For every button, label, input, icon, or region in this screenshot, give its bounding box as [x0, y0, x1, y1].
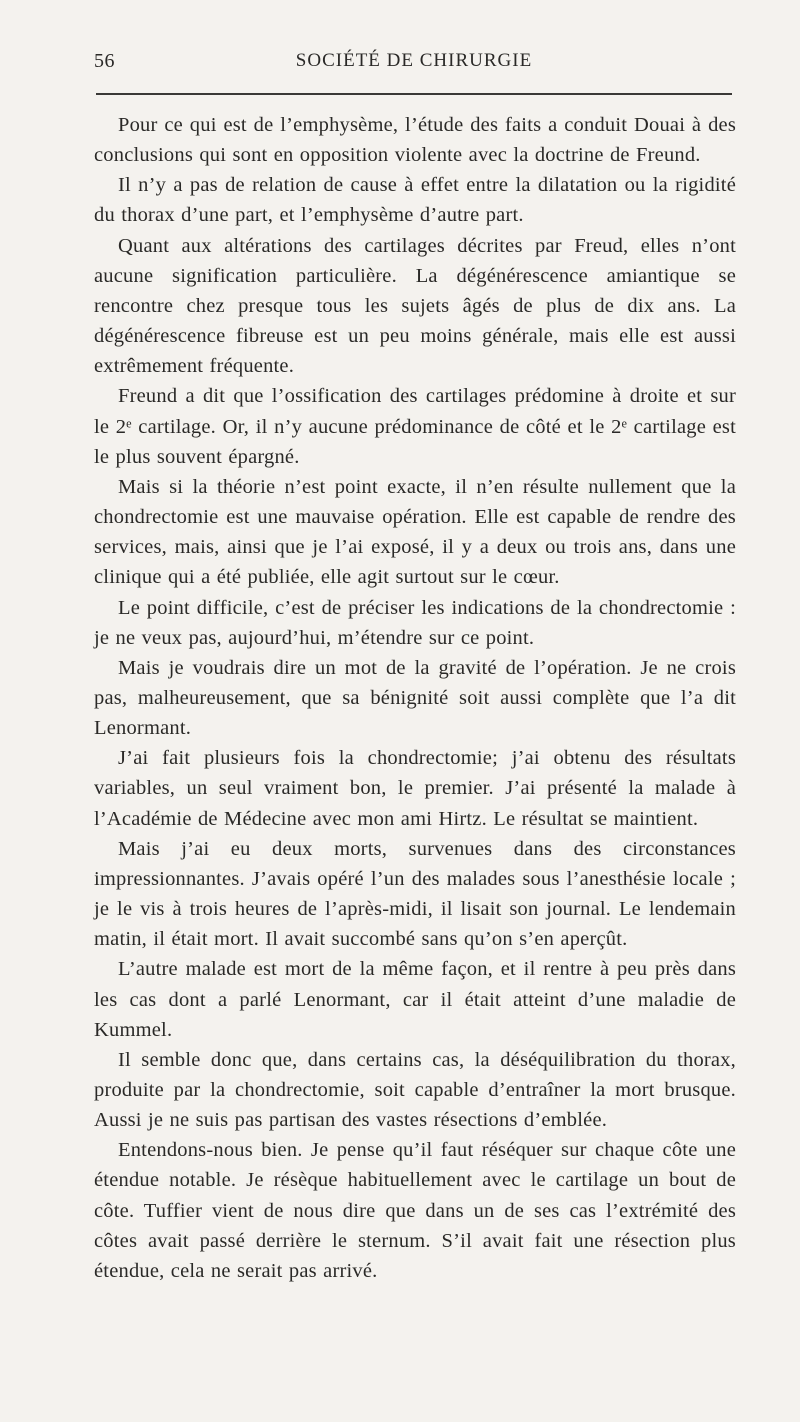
paragraph: Le point difficile, c’est de préciser les indications de la chondrectomie : je ne veux pas, aujourd’hui, m’étendre sur ce point.	[94, 596, 736, 649]
paragraph: L’autre malade est mort de la même façon, et il rentre à peu près dans les cas dont a parlé Lenormant, car il était atteint d’une maladie de Kummel.	[94, 958, 736, 1041]
running-head: SOCIÉTÉ DE CHIRURGIE	[295, 50, 533, 71]
paragraph: Freund a dit que l’ossification des cartilages prédomine à droite et sur le 2ᵉ cartilage. Or, il n’y aucune prédominance de côté et le 2ᵉ cartilage est le plus souvent épargné.	[94, 385, 736, 468]
page-number: 56	[94, 50, 115, 72]
paragraph: Quant aux altérations des cartilages décrites par Freud, elles n’ont aucune signification particulière. La dégénérescence amiantique se rencontre chez presque tous les sujets âgés de plus de dix ans. La dégénérescence fibreuse est un peu moins générale, mais elle est aussi extrêmement fréquente.	[94, 234, 736, 378]
page-header	[94, 50, 734, 76]
paragraph: Mais j’ai eu deux morts, survenues dans des circonstances impressionnantes. J’avais opéré l’un des malades sous l’anesthésie locale ; je le vis à trois heures de l’après-midi, il lisait son journal. Le lendemain matin, il était mort. Il avait succombé sans qu’on s’en aperçût.	[94, 837, 736, 951]
paragraph: J’ai fait plusieurs fois la chondrectomie; j’ai obtenu des résultats variables, un seul vraiment bon, le premier. J’ai présenté la malade à l’Académie de Médecine avec mon ami Hirtz. Le résultat se maintient.	[94, 747, 736, 830]
paragraph: Il semble donc que, dans certains cas, la déséquilibration du thorax, produite par la chondrectomie, soit capable d’entraîner la mort brusque. Aussi je ne suis pas partisan des vastes résections d’emblée.	[94, 1048, 736, 1132]
paragraph: Pour ce qui est de l’emphysème, l’étude des faits a conduit Douai à des conclusions qui sont en opposition violente avec la doctrine de Freund.	[94, 114, 736, 167]
body-text	[94, 110, 736, 1286]
paragraph: Mais je voudrais dire un mot de la gravité de l’opération. Je ne crois pas, malheureusement, que sa bénignité soit aussi complète que l’a dit Lenormant.	[94, 656, 736, 740]
paragraph: Entendons-nous bien. Je pense qu’il faut réséquer sur chaque côte une étendue notable. Je résèque habituellement avec le cartilage un bout de côte. Tuffier vient de nous dire que dans un de ses cas l’extrémité des côtes avait passé derrière le sternum. S’il avait fait une résection plus étendue, cela ne serait pas arrivé.	[94, 1139, 736, 1282]
paragraph: Mais si la théorie n’est point exacte, il n’en résulte nullement que la chondrectomie est une mauvaise opération. Elle est capable de rendre des services, mais, ainsi que je l’ai exposé, il y a deux ou trois ans, dans une clinique qui a été publiée, elle agit surtout sur le cœur.	[94, 475, 736, 589]
header-rule	[96, 93, 732, 95]
paragraph: Il n’y a pas de relation de cause à effet entre la dilatation ou la rigidité du thorax d’une part, et l’emphysème d’autre part.	[94, 174, 736, 227]
